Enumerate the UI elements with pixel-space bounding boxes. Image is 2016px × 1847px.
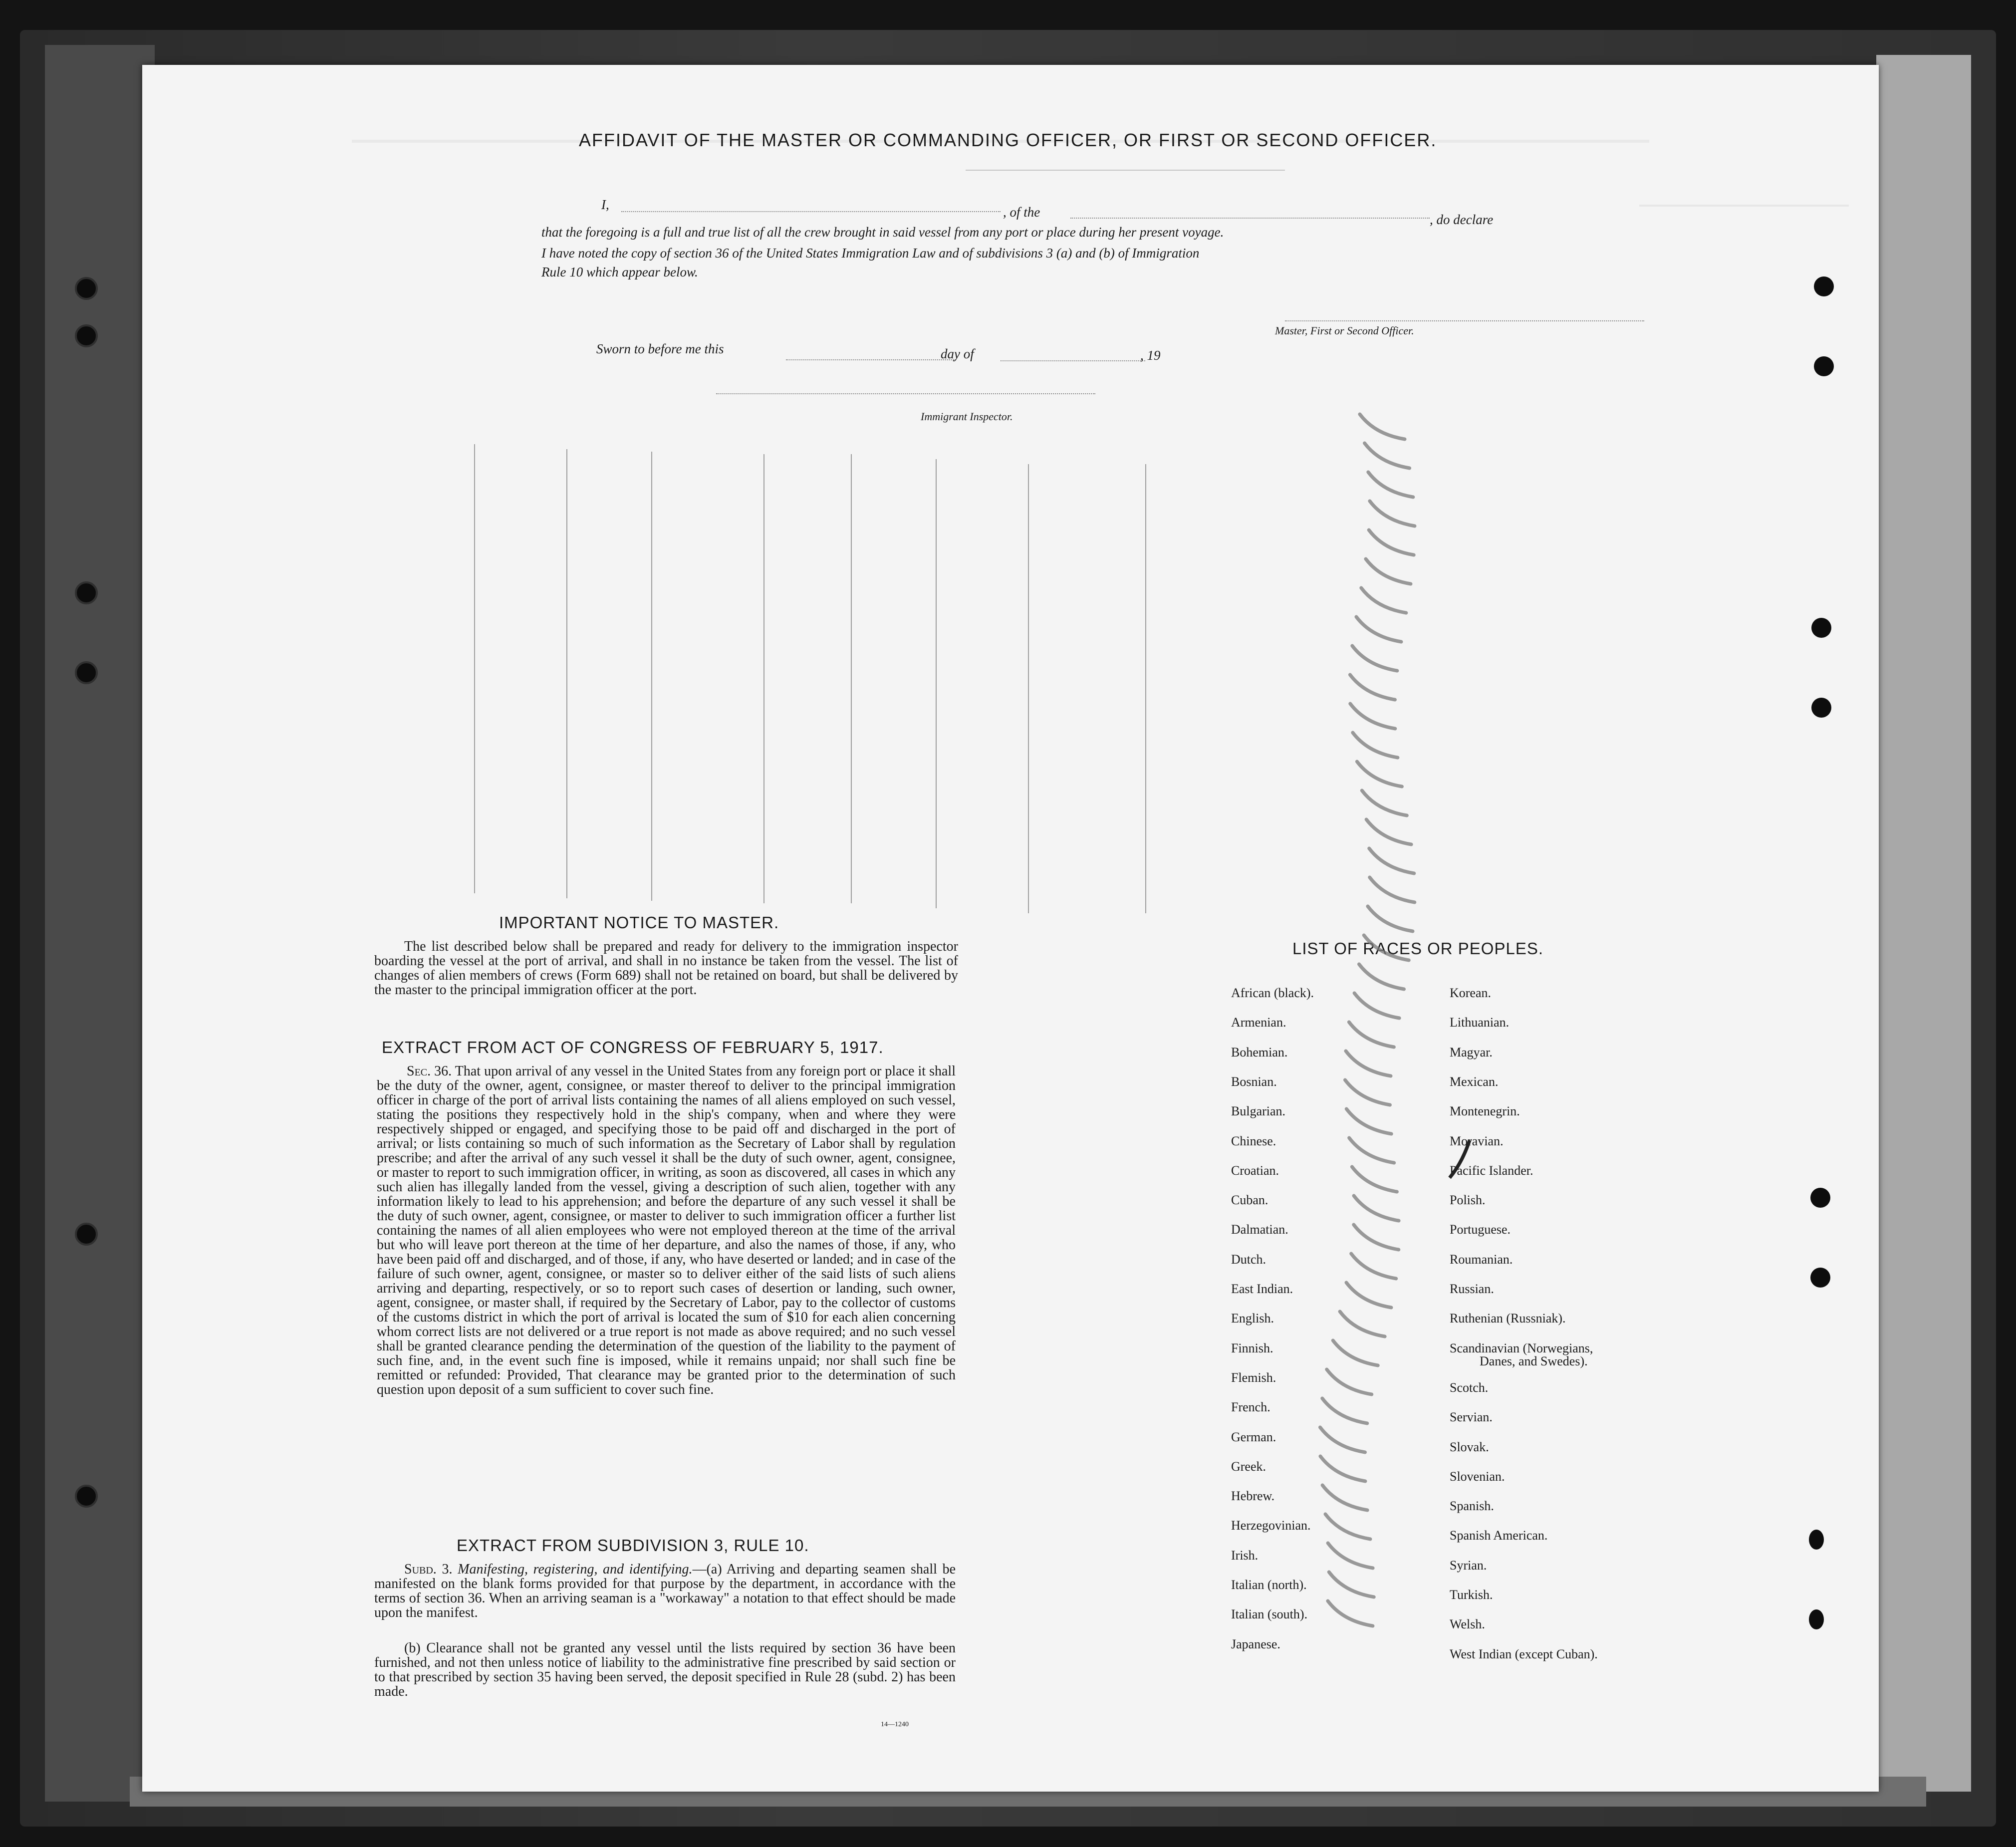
race-item: Russian. — [1450, 1282, 1494, 1296]
extract-act-text — [377, 1064, 956, 1397]
race-item: Slovenian. — [1450, 1469, 1505, 1484]
punch-hole — [1814, 356, 1834, 376]
race-item: African (black). — [1231, 986, 1314, 1000]
underlying-page-right — [1876, 55, 1971, 1792]
affidavit-line-4: Rule 10 which appear below. — [541, 264, 698, 279]
pencil-tick — [1320, 1427, 1365, 1452]
race-item: Ruthenian (Russniak). — [1450, 1311, 1566, 1326]
pencil-tick — [1368, 472, 1413, 497]
underlying-page-left — [45, 45, 155, 1802]
sec-36-label: Sec. 36. — [407, 1063, 452, 1079]
column-rule — [936, 459, 937, 908]
day-of-label: day of — [941, 346, 974, 361]
race-item: Japanese. — [1231, 1636, 1280, 1651]
race-item: Turkish. — [1450, 1587, 1493, 1602]
punch-hole — [1811, 618, 1831, 638]
column-rule — [651, 452, 652, 901]
pencil-tick — [1346, 1051, 1391, 1076]
pencil-tick — [1369, 530, 1414, 555]
name-field-line — [621, 211, 1001, 212]
race-item: Dutch. — [1231, 1252, 1266, 1267]
bleed-through-marks — [1639, 205, 1849, 212]
race-item: Irish. — [1231, 1548, 1259, 1563]
pencil-tick — [1349, 1022, 1394, 1047]
pencil-tick — [1354, 1196, 1399, 1221]
extract-act-title: EXTRACT FROM ACT OF CONGRESS OF FEBRUARY 5, 1917. — [382, 1038, 884, 1056]
column-rule — [566, 449, 567, 898]
binder-ring — [75, 581, 98, 604]
race-item: French. — [1231, 1400, 1270, 1415]
inspector-label: Immigrant Inspector. — [921, 410, 1013, 423]
race-item: Greek. — [1231, 1459, 1266, 1474]
race-item: Italian (north). — [1231, 1578, 1307, 1592]
race-item: Mexican. — [1450, 1074, 1499, 1089]
pencil-check-marks — [1290, 374, 1599, 1747]
race-item: Bulgarian. — [1231, 1104, 1286, 1119]
race-item: Hebrew. — [1231, 1489, 1275, 1504]
binder-ring — [75, 661, 98, 684]
race-item: Servian. — [1450, 1410, 1493, 1425]
race-item: Roumanian. — [1450, 1252, 1513, 1267]
race-item: Dalmatian. — [1231, 1222, 1288, 1237]
race-item: Flemish. — [1231, 1370, 1276, 1385]
column-rule — [1028, 464, 1029, 913]
punch-hole — [1809, 1609, 1824, 1629]
punch-hole — [1809, 1530, 1824, 1550]
column-rule — [474, 444, 475, 893]
pencil-tick — [1365, 443, 1410, 468]
punch-hole — [1810, 1268, 1830, 1288]
pencil-tick — [1329, 1572, 1374, 1597]
form-number: 14—1240 — [881, 1721, 909, 1728]
affidavit-line-2: that the foregoing is a full and true list of all the crew brought in said vessel from any port or place during her present voyage. — [541, 225, 1224, 240]
race-item: Korean. — [1450, 986, 1492, 1000]
race-item: Syrian. — [1450, 1558, 1487, 1573]
pencil-tick — [1340, 1312, 1385, 1336]
pencil-tick — [1320, 1456, 1365, 1481]
sworn-month-line — [1001, 360, 1145, 361]
race-item: Bosnian. — [1231, 1074, 1277, 1089]
race-item: West Indian (except Cuban). — [1450, 1646, 1598, 1661]
sec-36-text: That upon arrival of any vessel in the United States from any foreign port or place it shall be the duty of the owner, agent, consignee, or master thereof to deliver to the principal immigration officer in charge of the port of arrival lists containing the names of all aliens employed on such vessel, stating the positions they respectively hold in the ship's company, when and where they were respectively shipped or engaged, and specifying those to be paid off and discharged in the port of arrival; or lists containing so much of such information as the Secretary of Labor shall by regulation prescribe; and after the arrival of any such vessel it shall be the duty of such owner, agent, consignee, or master to report to such immigration officer, in writing, as soon as discovered, all cases in which any such alien has illegally landed from the vessel, giving a description of such alien, together with any information likely to lead to his apprehension; and before the departure of any such vessel it shall be the duty of such owner, agent, consignee, or master to deliver to such immigration officer a further list containing the names of all alien employees who were not employed thereon at the time of the arrival but who will leave port thereon at the time of her departure, and also the names of those, if any, who have been paid off and discharged, and of those, if any, who have deserted or landed; and in case of the failure of such owner, agent, consignee, or master so to deliver either of the said lists of such aliens arriving and departing, respectively, or so to report such cases of desertion or landing, such owner, agent, consignee, or master shall, if required by the Secretary of Labor, pay to the collector of customs of the customs district in which the port of arrival is located the sum of $10 for each alien concerning whom correct lists are not delivered or a true report is not made as above required; and no such vessel shall be granted clearance pending the determination of the question of the liability to the payment of such fine, and, in the event such fine is imposed, while it remains unpaid; nor shall such fine be remitted or refunded: Provided, That clearance may be granted prior to the determination of such question upon deposit of a sum sufficient to cover such fine. — [377, 1063, 956, 1397]
pencil-tick — [1327, 1369, 1372, 1394]
race-item: Croatian. — [1231, 1163, 1279, 1178]
binder-ring — [75, 1223, 98, 1246]
race-item: Bohemian. — [1231, 1045, 1288, 1059]
pencil-tick — [1361, 588, 1406, 613]
race-item: Montenegrin. — [1450, 1104, 1520, 1119]
sworn-day-line — [786, 359, 956, 360]
pencil-tick — [1351, 1254, 1396, 1279]
race-item: Lithuanian. — [1450, 1015, 1510, 1030]
affidavit-title: AFFIDAVIT OF THE MASTER OR COMMANDING OFFICER, OR FIRST OR SECOND OFFICER. — [579, 130, 1437, 150]
race-item: Italian (south). — [1231, 1607, 1308, 1622]
punch-hole — [1811, 698, 1831, 718]
pencil-tick — [1370, 501, 1415, 526]
extract-rule-text-a — [374, 1562, 956, 1620]
affidavit-line-3: I have noted the copy of section 36 of the United States Immigration Law and of subdivisions 3 (a) and (b) of Immigration — [541, 246, 1200, 261]
extract-rule-title: EXTRACT FROM SUBDIVISION 3, RULE 10. — [457, 1536, 809, 1555]
subd-3-heading: Manifesting, registering, and identifying. — [458, 1562, 693, 1577]
column-rule — [1145, 464, 1146, 913]
race-item: Magyar. — [1450, 1045, 1493, 1059]
subd-3-label: Subd. 3. — [404, 1562, 453, 1577]
pencil-tick — [1325, 1514, 1370, 1539]
race-item: Danes, and Swedes). — [1480, 1353, 1588, 1368]
pencil-tick — [1322, 1485, 1367, 1510]
race-item: Moravian. — [1450, 1133, 1504, 1148]
binder-ring — [75, 1485, 98, 1508]
ink-check-mark — [1450, 1140, 1470, 1178]
inspector-signature-line — [716, 393, 1095, 394]
pencil-tick — [1366, 819, 1411, 844]
notice-text: The list described below shall be prepared and ready for delivery to the immigration inspector boarding the vessel at the port of arrival, and shall in no instance be taken from the vessel. The list of changes of alien members of crews (Form 689) shall not be retained on board, but shall be delivered by the master to the principal immigration officer at the port. — [374, 939, 958, 998]
sworn-label: Sworn to before me this — [596, 341, 724, 356]
race-item: Spanish American. — [1450, 1528, 1548, 1543]
punch-hole — [1810, 1188, 1830, 1208]
race-item: Spanish. — [1450, 1499, 1494, 1514]
pencil-tick — [1357, 762, 1402, 787]
pencil-tick — [1370, 877, 1415, 902]
year-label: , 19 — [1140, 348, 1161, 363]
document-sheet — [142, 65, 1879, 1792]
pencil-tick — [1353, 733, 1398, 758]
pencil-tick — [1350, 675, 1395, 700]
race-item: Finnish. — [1231, 1340, 1273, 1355]
master-signature-line — [1285, 320, 1644, 321]
pencil-tick — [1346, 1283, 1391, 1308]
vessel-field-line — [1070, 218, 1430, 219]
pencil-tick — [1345, 1080, 1390, 1105]
pencil-tick — [1333, 1340, 1378, 1365]
race-item: German. — [1231, 1429, 1276, 1444]
race-item: Polish. — [1450, 1193, 1486, 1208]
pencil-tick — [1362, 791, 1407, 815]
pencil-tick — [1328, 1543, 1373, 1568]
pencil-tick — [1369, 848, 1414, 873]
subd-3-text-a: —(a) Arriving and departing seamen shall be manifested on the blank forms provided for that purpose by the department, in accordance with the terms of section 36. When an arriving seaman is a "workaway" a notation to that effect should be made upon the manifest. — [374, 1562, 956, 1620]
affidavit-do-declare: , do declare — [1430, 212, 1494, 227]
pencil-tick — [1360, 414, 1405, 439]
race-item: Chinese. — [1231, 1133, 1276, 1148]
affidavit-of-the: , of the — [1003, 205, 1040, 220]
pencil-tick — [1354, 1225, 1399, 1250]
column-rule — [763, 454, 764, 903]
race-item: Cuban. — [1231, 1193, 1268, 1208]
race-item: East Indian. — [1231, 1282, 1293, 1296]
pencil-tick — [1356, 617, 1401, 642]
race-item: English. — [1231, 1311, 1274, 1326]
pencil-tick — [1368, 906, 1413, 931]
pencil-tick — [1354, 993, 1399, 1018]
binder-ring — [75, 277, 98, 300]
pencil-tick — [1322, 1398, 1367, 1423]
race-item: Scotch. — [1450, 1380, 1489, 1395]
notice-title: IMPORTANT NOTICE TO MASTER. — [499, 913, 779, 932]
race-item: Slovak. — [1450, 1439, 1489, 1454]
binder-ring — [75, 324, 98, 347]
pencil-tick — [1366, 559, 1411, 584]
master-signature-label: Master, First or Second Officer. — [1275, 324, 1414, 337]
punch-hole — [1814, 276, 1834, 296]
races-title: LIST OF RACES OR PEOPLES. — [1292, 939, 1544, 958]
extract-rule-text-b: (b) Clearance shall not be granted any vessel until the lists required by section 36 have been furnished, and not then unless notice of liability to the administrative fine prescribed by said section or to that prescribed by section 35 having been served, the deposit specified in Rule 28 (subd. 2) has been made. — [374, 1640, 956, 1699]
race-item: Welsh. — [1450, 1617, 1485, 1632]
affidavit-i: I, — [601, 197, 609, 212]
race-item: Portuguese. — [1450, 1222, 1511, 1237]
pencil-tick — [1359, 964, 1404, 989]
race-item: Herzegovinian. — [1231, 1518, 1311, 1533]
race-item: Armenian. — [1231, 1015, 1286, 1030]
pencil-tick — [1349, 1138, 1394, 1163]
pencil-tick — [1346, 1109, 1391, 1134]
column-rule — [851, 454, 852, 903]
affidavit-title-rule — [966, 170, 1285, 171]
pencil-tick — [1352, 646, 1397, 671]
pencil-tick — [1328, 1601, 1373, 1626]
race-item: Scandinavian (Norwegians, — [1450, 1340, 1593, 1355]
pencil-tick — [1364, 935, 1409, 960]
pencil-tick — [1350, 704, 1395, 729]
race-item: Pacific Islander. — [1450, 1163, 1533, 1178]
pencil-tick — [1352, 1167, 1397, 1192]
